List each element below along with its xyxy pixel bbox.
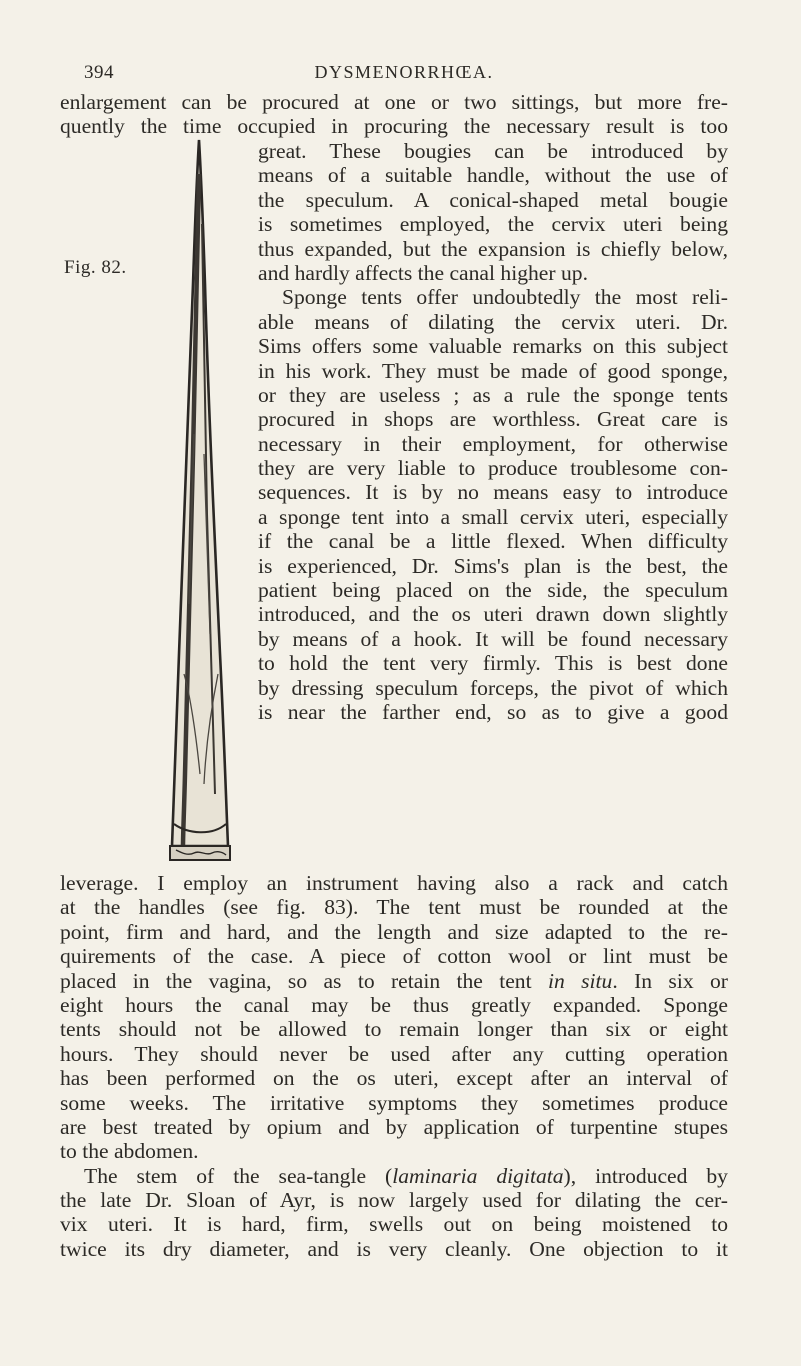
text-line: the late Dr. Sloan of Ayr, is now largely used for dilating the cer- (60, 1188, 728, 1213)
paragraph-top (60, 90, 728, 139)
text-line: enlargement can be procured at one or two sittings, but more fre- (60, 90, 728, 114)
running-head (84, 62, 724, 84)
text-line: necessary in their employment, for otherwise (258, 431, 728, 456)
italic-term-laminaria: laminaria digitata (392, 1163, 564, 1188)
paragraph-wrapped-around-figure (258, 139, 728, 724)
text-line: point, firm and hard, and the length and size adapted to the re- (60, 919, 728, 944)
text-line: sequences. It is by no means easy to introduce (258, 480, 728, 505)
text-line: they are very liable to produce troublesome con- (258, 456, 728, 481)
text-line: introduced, and the os uteri drawn down slightly (258, 602, 728, 627)
text-line: eight hours the canal may be thus greatly expanded. Sponge (60, 992, 728, 1017)
text-line: leverage. I employ an instrument having also a rack and catch (60, 871, 728, 895)
text-line: a sponge tent into a small cervix uteri, especially (258, 504, 728, 529)
text-line-in-situ (60, 969, 728, 993)
text-line: has been performed on the os uteri, except after an interval of (60, 1066, 728, 1091)
text-line: great. These bougies can be introduced by (258, 139, 728, 163)
text-line: are best treated by opium and by application of turpentine stupes (60, 1114, 728, 1139)
figure-label: Fig. 82. (64, 257, 127, 278)
text-line: is near the farther end, so as to give a good (258, 699, 728, 724)
text-line: to the abdomen. (60, 1139, 199, 1164)
text-line: Sims offers some valuable remarks on this subject (258, 334, 728, 359)
text-line: patient being placed on the side, the speculum (258, 578, 728, 603)
text-line: vix uteri. It is hard, firm, swells out on being moistened to (60, 1212, 728, 1237)
text-line: to hold the tent very firmly. This is best done (258, 651, 728, 676)
text-line: twice its dry diameter, and is very cleanly. One objection to it (60, 1236, 728, 1261)
text-line: able means of dilating the cervix uteri. Dr. (258, 309, 728, 334)
text-line: Sponge tents offer undoubtedly the most reli- (282, 285, 728, 310)
text-line: means of a suitable handle, without the use of (258, 163, 728, 188)
text-line: by dressing speculum forceps, the pivot of which (258, 675, 728, 700)
text-line: is sometimes employed, the cervix uteri being (258, 212, 728, 237)
text-run: . In six or (612, 968, 728, 993)
text-line: and hardly affects the canal higher up. (258, 260, 588, 285)
text-run: placed in the vagina, so as to retain the tent (60, 968, 548, 993)
text-line: procured in shops are worthless. Great care is (258, 407, 728, 432)
text-line: quirements of the case. A piece of cotton wool or lint must be (60, 944, 728, 969)
text-line: thus expanded, but the expansion is chiefly below, (258, 236, 728, 261)
text-line: in his work. They must be made of good sponge, (258, 358, 728, 383)
text-line: hours. They should never be used after any cutting operation (60, 1041, 728, 1066)
text-line: if the canal be a little flexed. When difficulty (258, 529, 728, 554)
italic-term-in-situ: in situ (547, 968, 613, 993)
text-line-sea-tangle (60, 1164, 728, 1188)
page-number: 394 (84, 62, 114, 83)
text-run: The stem of the sea-tangle ( (84, 1163, 393, 1188)
text-line: some weeks. The irritative symptoms they sometimes produce (60, 1090, 728, 1115)
page-header-title: DYSMENORRHŒA. (314, 62, 494, 82)
text-line: tents should not be allowed to remain longer than six or eight (60, 1017, 728, 1042)
sponge-tent-bougie-illustration (160, 134, 238, 862)
text-line: at the handles (see fig. 83). The tent must be rounded at the (60, 895, 728, 920)
text-line: or they are useless ; as a rule the sponge tents (258, 382, 728, 407)
text-line: quently the time occupied in procuring the necessary result is too (60, 114, 728, 139)
text-run: ), introduced by (563, 1163, 728, 1188)
paragraph-bottom (60, 871, 728, 1261)
text-line: the speculum. A conical-shaped metal bougie (258, 187, 728, 212)
text-line: is experienced, Dr. Sims's plan is the best, the (258, 553, 728, 578)
text-line: by means of a hook. It will be found necessary (258, 626, 728, 651)
